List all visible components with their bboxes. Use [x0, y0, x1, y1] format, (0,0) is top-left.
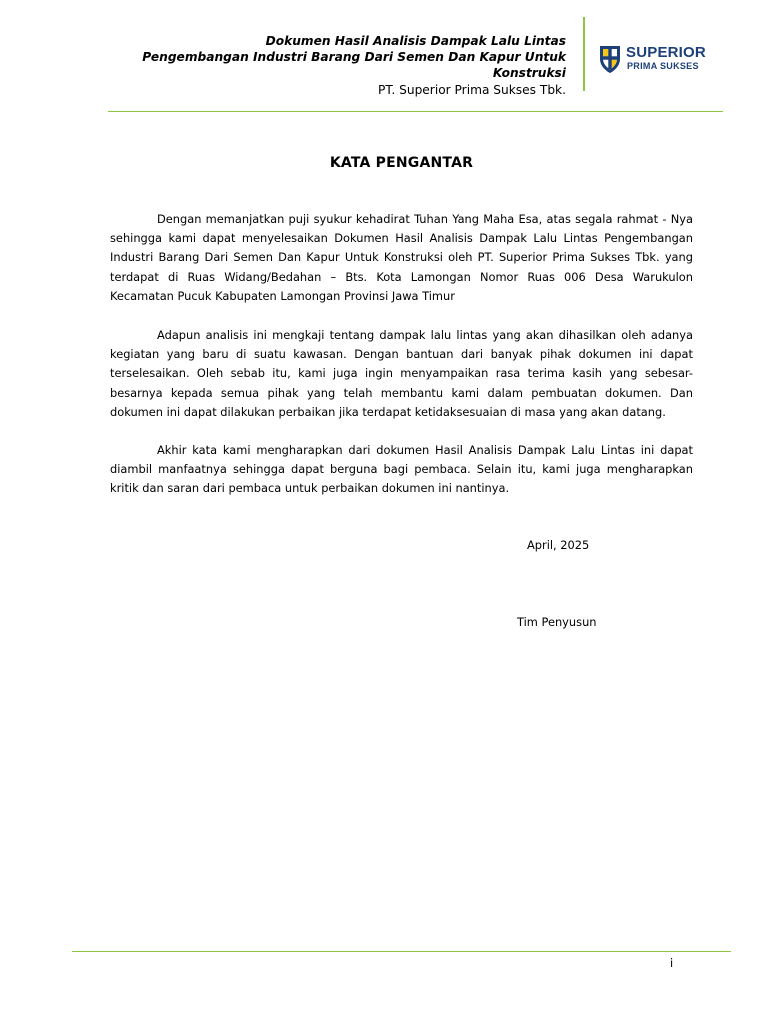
company-logo	[598, 44, 710, 74]
superior-shield-icon	[598, 44, 622, 74]
closing-date: April, 2025	[527, 538, 590, 552]
paragraph-3: Akhir kata kami mengharapkan dari dokumen Hasil Analisis Dampak Lalu Lintas ini dapat diambil manfaatnya sehingga dapat berguna bagi pembaca. Selain itu, kami juga mengharapkan kritik dan saran dari pembaca untuk perbaikan dokumen ini nantinya.	[110, 443, 693, 496]
logo-word-prima-sukses: PRIMA SUKSES	[627, 61, 699, 71]
header-title-line-2: Pengembangan Industri Barang Dari Semen Dan Kapur Untuk	[142, 50, 566, 64]
page-title: KATA PENGANTAR	[329, 155, 474, 171]
header-company: PT. Superior Prima Sukses Tbk.	[378, 83, 566, 97]
page-number: i	[670, 956, 674, 970]
paragraph-1: Dengan memanjatkan puji syukur kehadirat Tuhan Yang Maha Esa, atas segala rahmat - Nya sehingga kami dapat menyelesaikan Dokumen Hasil Analisis Dampak Lalu Lintas Pengembangan Industri Barang Dari Semen Dan Kapur Untuk Konstruksi oleh PT. Superior Prima Sukses Tbk. yang terdapat di Ruas Widang/Bedahan – Bts. Kota Lamongan Nomor Ruas 006 Desa Warukulon Kecamatan Pucuk Kabupaten Lamongan Provinsi Jawa Timur	[110, 212, 693, 303]
closing-signer: Tim Penyusun	[517, 615, 597, 629]
header-rule	[108, 111, 723, 112]
header-text	[96, 33, 566, 98]
logo-word-superior: SUPERIOR	[626, 44, 706, 61]
paragraph-2: Adapun analisis ini mengkaji tentang dampak lalu lintas yang akan dihasilkan oleh adanya kegiatan yang baru di suatu kawasan. Dengan bantuan dari banyak pihak dokumen ini dapat terselesaikan. Oleh sebab itu, kami juga ingin menyampaikan rasa terima kasih yang sebesar-besarnya kepada semua pihak yang telah membantu kami dalam pembuatan dokumen. Dan dokumen ini dapat dilakukan perbaikan jika terdapat ketidaksesuaian di masa yang akan datang.	[110, 328, 693, 419]
footer-rule	[72, 951, 731, 952]
header-divider	[583, 17, 585, 91]
header-title-line-3: Konstruksi	[492, 66, 566, 80]
header-title-line-1: Dokumen Hasil Analisis Dampak Lalu Lintas	[265, 34, 566, 48]
